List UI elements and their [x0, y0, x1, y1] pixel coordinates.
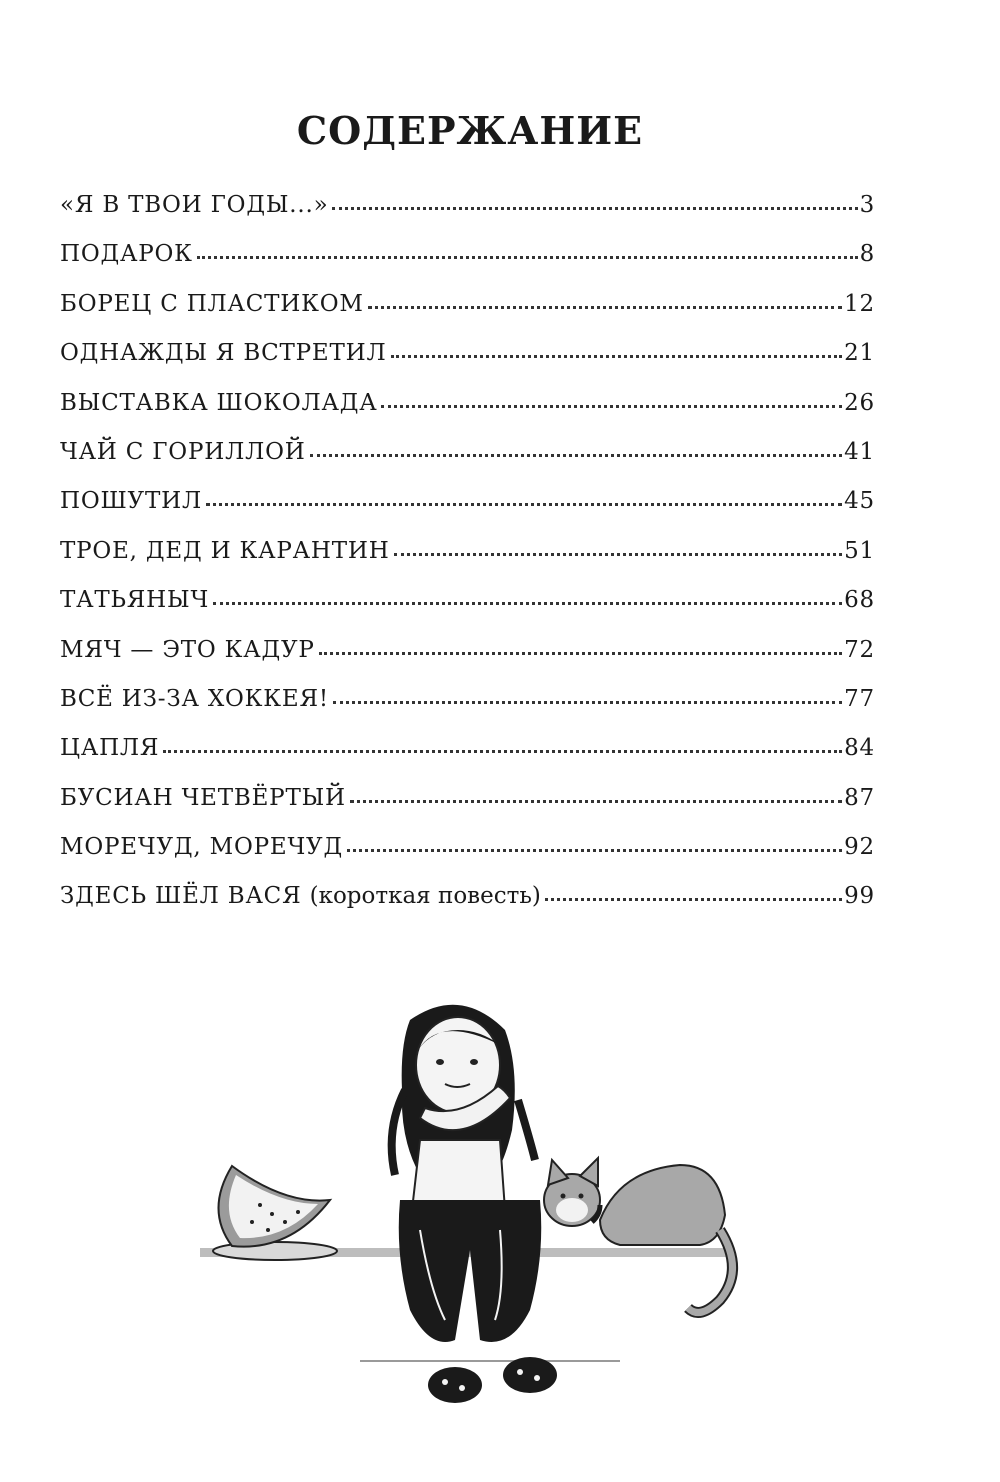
toc-entry-title: ПОШУТИЛ [60, 488, 202, 515]
toc-entry [60, 538, 875, 587]
toc-entry [60, 439, 875, 488]
toc-entry-page: 68 [844, 587, 875, 614]
dot-leader [368, 306, 842, 309]
dot-leader [310, 454, 843, 457]
toc-entry-title: ЦАПЛЯ [60, 735, 160, 762]
toc-entry [60, 488, 875, 537]
dot-leader [545, 898, 842, 901]
toc-entry-page: 84 [844, 735, 875, 762]
toc-entry [60, 340, 875, 389]
dot-leader [213, 602, 842, 605]
toc-entry-page: 41 [844, 438, 875, 465]
toc-entry [60, 192, 875, 241]
toc-entry-title: МЯЧ — ЭТО КАДУР [60, 636, 315, 663]
dot-leader [197, 256, 858, 259]
dot-leader [333, 701, 842, 704]
toc-entry-title: ВСЁ ИЗ-ЗА ХОККЕЯ! [60, 685, 329, 712]
toc-entry-subtitle: (короткая повесть) [309, 883, 541, 910]
toc-entry-page: 8 [859, 241, 875, 268]
cat-icon [544, 1158, 733, 1313]
girl-with-watermelon-and-cat-illustration [0, 990, 1000, 1430]
dot-leader [391, 355, 843, 358]
toc-entry-page: 92 [844, 834, 875, 861]
toc-entry-title: ТРОЕ, ДЕД И КАРАНТИН [60, 537, 390, 564]
table-of-contents [60, 192, 875, 933]
toc-entry [60, 637, 875, 686]
toc-entry-page: 45 [844, 488, 875, 515]
toc-entry-title-main: ЗДЕСЬ ШЁЛ ВАСЯ [60, 883, 302, 910]
dot-leader [319, 652, 842, 655]
toc-entry-title: ТАТЬЯНЫЧ [60, 587, 210, 614]
toc-entry-page: 51 [844, 537, 875, 564]
toc-entry-page: 77 [844, 685, 875, 712]
toc-entry-title: МОРЕЧУД, МОРЕЧУД [60, 834, 343, 861]
toc-entry-page: 3 [859, 192, 875, 218]
dot-leader [163, 750, 842, 753]
toc-entry-title: БОРЕЦ С ПЛАСТИКОМ [60, 290, 364, 317]
toc-entry [60, 785, 875, 834]
toc-entry-page: 99 [844, 883, 875, 910]
toc-entry-title [60, 883, 541, 909]
toc-entry-title: ОДНАЖДЫ Я ВСТРЕТИЛ [60, 340, 387, 367]
girl-figure [392, 1005, 557, 1403]
toc-entry-title: «Я В ТВОИ ГОДЫ...» [60, 192, 329, 218]
toc-entry [60, 834, 875, 883]
left-slipper-icon [428, 1367, 482, 1403]
right-slipper-icon [503, 1357, 557, 1393]
toc-entry-page: 87 [844, 784, 875, 811]
toc-entry [60, 883, 875, 932]
toc-entry [60, 291, 875, 340]
dot-leader [394, 553, 843, 556]
dot-leader [350, 800, 842, 803]
toc-entry [60, 587, 875, 636]
toc-entry [60, 241, 875, 290]
toc-entry-page: 21 [844, 340, 875, 367]
toc-entry-title: ЧАЙ С ГОРИЛЛОЙ [60, 438, 306, 465]
toc-entry-title: ПОДАРОК [60, 241, 193, 268]
dot-leader [347, 849, 842, 852]
page-title: СОДЕРЖАНИЕ [296, 108, 644, 153]
toc-entry-page: 26 [844, 389, 875, 416]
toc-entry-page: 12 [844, 290, 875, 317]
toc-entry-page: 72 [844, 636, 875, 663]
dot-leader [332, 207, 857, 210]
toc-entry-title: БУСИАН ЧЕТВЁРТЫЙ [60, 784, 346, 811]
toc-entry [60, 390, 875, 439]
dot-leader [206, 503, 842, 506]
dot-leader [381, 405, 842, 408]
toc-entry-title: ВЫСТАВКА ШОКОЛАДА [60, 389, 378, 416]
toc-entry [60, 735, 875, 784]
toc-entry [60, 686, 875, 735]
